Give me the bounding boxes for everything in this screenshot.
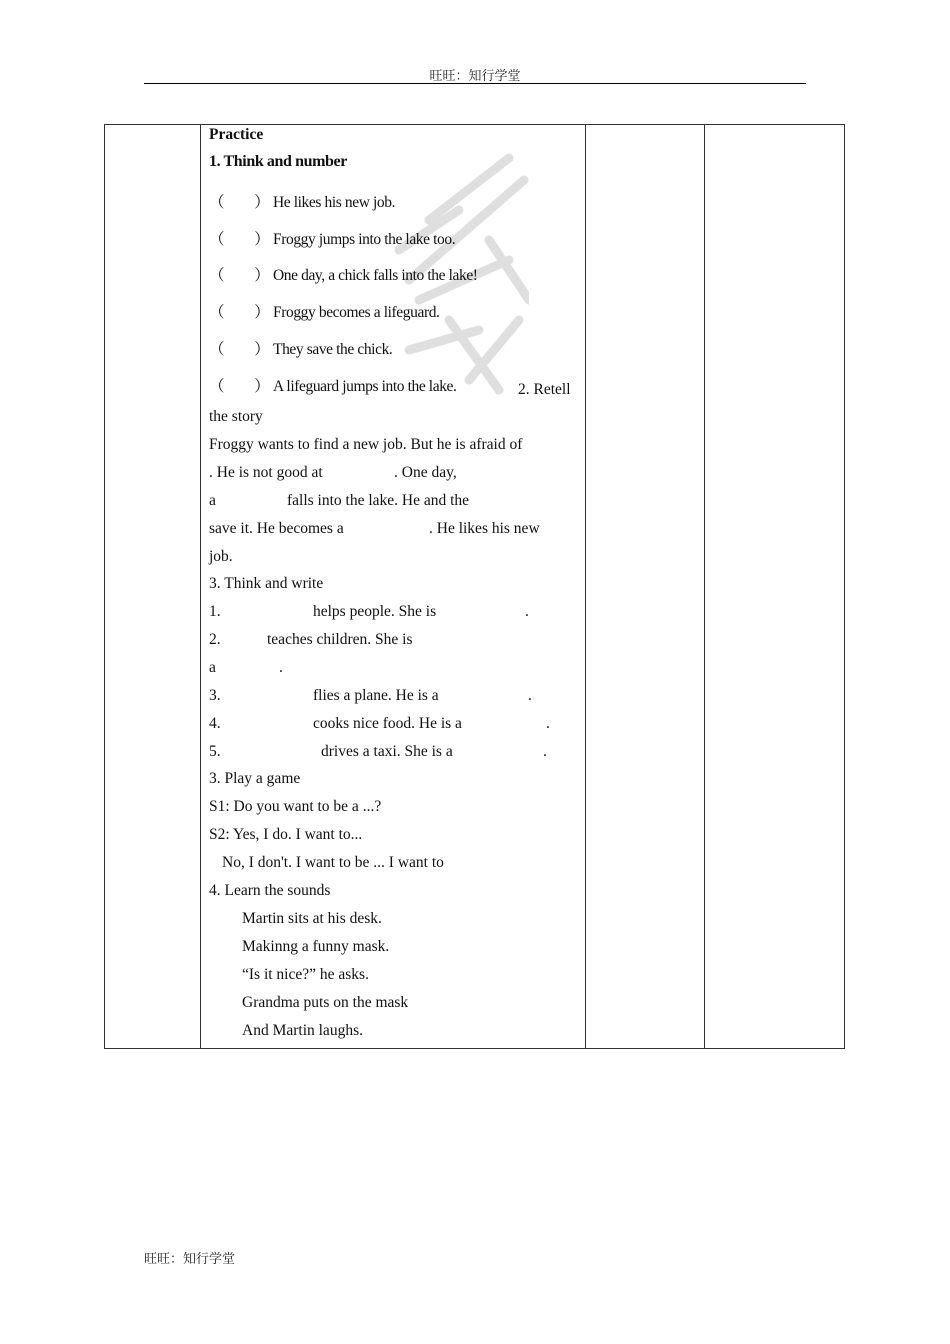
game-line-1: S1: Do you want to be a ...? [209,798,382,815]
number-item-4-text: Froggy becomes a lifeguard. [273,304,440,321]
write-item-3-text: flies a plane. He is a [313,687,439,704]
write-item-5-num: 5. [209,743,221,760]
number-blank-1[interactable]: （ ） [209,194,270,211]
column-divider-3 [704,125,705,1048]
retell-line-2b: . One day, [394,464,457,481]
retell-line-4b: . He likes his new [429,520,540,537]
sounds-line-4: Grandma puts on the mask [242,994,409,1011]
sounds-line-2: Makinng a funny mask. [242,938,390,955]
retell-line-5: job. [209,548,233,565]
retell-title: 2. Retell [518,381,571,398]
number-blank-4[interactable]: （ ） [209,304,270,321]
game-line-3: No, I don't. I want to be ... I want to [222,854,444,871]
retell-line-2a: . He is not good at [209,464,323,481]
number-item-3-text: One day, a chick falls into the lake! [273,267,478,284]
write-item-2b-text: . [279,659,283,676]
number-item-1 [209,190,395,212]
sounds-line-3: “Is it nice?” he asks. [242,966,369,983]
header-rule [144,83,806,84]
write-item-2-num: 2. [209,631,221,648]
number-item-5 [209,337,392,359]
write-item-4-num: 4. [209,715,221,732]
write-item-3-end: . [528,687,532,704]
number-item-4 [209,300,440,322]
write-item-1-num: 1. [209,603,221,620]
write-item-2-text: teaches children. She is [267,631,413,648]
retell-line-1: Froggy wants to find a new job. But he is afraid of [209,436,523,453]
write-item-5-text: drives a taxi. She is a [321,743,453,760]
write-item-3-num: 3. [209,687,221,704]
write-item-2b-num: a [209,659,216,676]
retell-line-3a: a [209,492,216,509]
think-write-title: 3. Think and write [209,575,324,592]
number-item-2-text: Froggy jumps into the lake too. [273,231,456,248]
play-game-title: 3. Play a game [209,770,301,787]
write-item-4-end: . [546,715,550,732]
page-footer: 旺旺：知行学堂 [144,1251,236,1266]
number-item-1-text: He likes his new job. [273,194,396,211]
sounds-line-5: And Martin laughs. [242,1022,363,1039]
game-line-2: S2: Yes, I do. I want to... [209,826,363,843]
retell-line-3b: falls into the lake. He and the [287,492,470,509]
sounds-line-1: Martin sits at his desk. [242,910,382,927]
think-and-number-image [209,150,529,400]
write-item-5-end: . [543,743,547,760]
retell-title-cont: the story [209,408,263,425]
number-item-6-text: A lifeguard jumps into the lake. [273,378,457,395]
page-header: 旺旺：知行学堂 [429,68,521,83]
number-blank-3[interactable]: （ ） [209,267,270,284]
number-item-6 [209,374,457,396]
number-blank-2[interactable]: （ ） [209,231,270,248]
write-item-1-text: helps people. She is [313,603,437,620]
column-divider-1 [200,125,201,1048]
write-item-1-end: . [525,603,529,620]
number-item-3 [209,263,478,285]
practice-title: Practice [209,126,264,143]
think-number-title: 1. Think and number [209,153,347,170]
number-blank-6[interactable]: （ ） [209,378,270,395]
write-item-4-text: cooks nice food. He is a [313,715,462,732]
retell-line-4a: save it. He becomes a [209,520,344,537]
number-item-5-text: They save the chick. [273,341,393,358]
number-item-2 [209,227,455,249]
column-divider-2 [585,125,586,1048]
number-blank-5[interactable]: （ ） [209,341,270,358]
sounds-title: 4. Learn the sounds [209,882,331,899]
